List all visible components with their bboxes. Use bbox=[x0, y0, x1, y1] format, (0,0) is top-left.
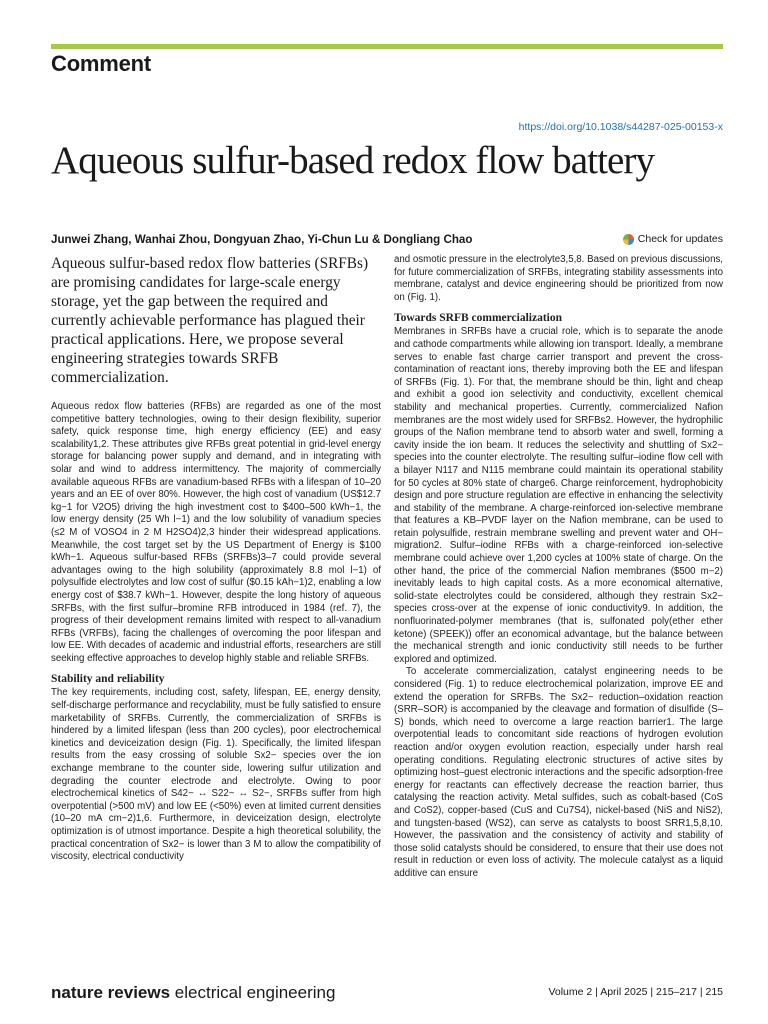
section-label: Comment bbox=[51, 51, 152, 76]
volume-info: Volume 2 | April 2025 | 215–217 | 215 bbox=[548, 986, 723, 998]
doi-link[interactable]: https://doi.org/10.1038/s44287-025-00153-x bbox=[518, 121, 723, 133]
author-list: Junwei Zhang, Wanhai Zhou, Dongyuan Zhao, Yi-Chun Lu & Dongliang Chao bbox=[51, 233, 473, 246]
section-heading: Towards SRFB commercialization bbox=[394, 312, 563, 325]
article-title: Aqueous sulfur-based redox flow battery bbox=[51, 139, 655, 182]
check-updates-button[interactable] bbox=[623, 233, 723, 245]
journal-logo: nature reviews electrical engineering bbox=[51, 983, 336, 1002]
check-updates-label: Check for updates bbox=[637, 233, 723, 245]
paragraph: Aqueous redox flow batteries (RFBs) are regarded as one of the most competitive battery technologies, owing to their design flexibility, superior safety, quick response time, high energy efficiency (EE) and easy scalability1,2. These attributes give RFBs great potential in grid-level energy storage for balancing power supply and demand, and in integrating with solar and wind to address intermittency. The majority of commercially available aqueous RFBs are vanadium-based RFBs with a lifespan of 10–20 years and an EE of over 80%. However, the high cost of vanadium (US$12.7 kg−1 for V2O5) driving the high investment cost to $400–500 kWh−1, the low energy density (25 Wh l−1) and the low solubility of vanadium species (≤2 M of VOSO4 in 2 M H2SO4)2,3 hinder their widespread applications. Meanwhile, the cost target set by the US Department of Energy is $100 kWh−1. Aqueous sulfur-based RFBs (SRFBs)3–7 could provide several advantages owing to the high solubility (approximately 8.8 mol l−1) of polysulfide electrolytes and low cost of sulfur ($0.15 kAh−1)2, enabling a low energy cost of $38.7 kWh−1. However, despite the long history of aqueous SRFBs, with the first sulfur–bromine RFB introduced in 1984 (ref. 7), the progress of their development remains limited with respect to all-vanadium RFBs (VRFBs), facing the challenges of overcoming the poor lifespan and low EE. With decades of academic and industrial efforts, researchers are still seeking effective approaches to develop highly stable and reliable SRFBs. bbox=[51, 401, 381, 664]
left-column bbox=[51, 254, 381, 864]
paragraph: and osmotic pressure in the electrolyte3,5,8. Based on previous discussions, for future commercialization of SRFBs, integrating stability assessments into membrane, catalyst and device engineering should be prioritized from now on (Fig. 1). bbox=[394, 254, 723, 303]
section-heading: Stability and reliability bbox=[51, 673, 165, 686]
paragraph: To accelerate commercialization, catalyst engineering needs to be considered (Fig. 1) to reduce electrochemical polarization, improve EE and extend the operation for SRFBs. The Sx2− reduction–oxidation reaction (SRR–SOR) is accompanied by the cleavage and formation of disulfide (S–S) bonds, which need to overcome a large reaction barrier1. The large overpotential leads to concomitant side reactions of hydrogen evolution reaction and/or oxygen evolution reaction, especially under harsh real operating conditions. Regulating electronic structures of active sites by optimizing host–guest electronic interactions and the specific adsorption-free energy for reactants can effectively decrease the reaction barrier, thus catalysing the reaction activity. Metal sulfides, such as cobalt-based (CoS and CoS2), copper-based (CuS and Cu7S4), nickel-based (NiS and NiS2), and tungsten-based (WS2), can serve as catalysts to boost SRR1,5,8,10. However, the passivation and the consistency of activity and stability of those solid catalysts should be considered, to ensure that their use does not result in reduction or even loss of activity. The molecule catalyst as a liquid additive can ensure bbox=[394, 666, 723, 879]
check-updates-icon bbox=[623, 234, 634, 245]
paragraph: The key requirements, including cost, safety, lifespan, EE, energy density, self-discharge performance and recyclability, must be fully satisfied to ensure marketability of SRFBs. Currently, the commercialization of SRFBs is hindered by a limited lifespan (less than 200 cycles), poor electrochemical kinetics and deviceization design (Fig. 1). Specifically, the limited lifespan results from the easy crossing of soluble Sx2− species over the ion exchange membrane to the counter side, lowering sulfur utilization and degrading the counter electrode and electrolyte. Owing to poor electrochemical kinetics of S42− ↔ S22− ↔ S2−, SRFBs suffer from high overpotential (>500 mV) and low EE (<50%) even at limited current densities (10–20 mA cm−2)1,6. Furthermore, in deviceization design, electrolyte optimization is of utmost importance. Despite a high theoretical solubility, the practical concentration of Sx2− is lower than 3 M to allow the compatibility of viscosity, electrical conductivity bbox=[51, 687, 381, 863]
paragraph: Membranes in SRFBs have a crucial role, which is to separate the anode and cathode compartments while allowing ion transport. Ideally, a membrane serves to enable fast charge carrier transport and prevent the cross-contamination of reactant ions, thereby improving both the EE and lifespan of SRFBs (Fig. 1). For that, the membrane should be thin, light and cheap and exhibit a good ion selectivity and conductivity, excellent chemical stability and mechanical properties. Currently, commercialized Nafion membranes are the most widely used for SRFBs2. However, the hydrophilic groups of the Nafion membrane tend to absorb water and swell, forming a cavity inside the ion beam. It reduces the selectivity and shuttling of Sx2− species into the counter electrolyte. The resulting sulfur–iodine flow cell with a bilayer N117 and N115 membrane could maintain its operational stability for 50 cycles at 80% state of charge6. Charge reinforcement, hydrophobicity design and pore structure regulation are effective in enhancing the selectivity and stability of the membrane. A charge-reinforced ion-selective membrane that features a KB–PVDF layer on the Nafion membrane, can be used to retain polysulfide, restrain membrane swelling and prevent water and OH− migration2. Sulfur–iodine RFBs with a charge-reinforced ion-selective membrane could achieve over 1,200 cycles at 100% state of charge. On the other hand, the price of the commercial Nafion membranes ($500 m−2) inevitably leads to high capital costs. As a more economical alternative, solid-state electrolytes could be considered, although they restrain Sx2− species cross-over at the expense of ionic conductivity9. In addition, the nonfluorinated-polymer membranes (that is, sulfonated poly(ether ether ketone) (SPEEK)) offer an economical advantage, but the balance between the mechanical strength and ionic conductivity still needs to be further explored and optimized. bbox=[394, 326, 723, 665]
abstract: Aqueous sulfur-based redox flow batteries (SRFBs) are promising candidates for large-scale energy storage, yet the gap between the required and currently achievable performance has plagued their practical applications. Here, we propose several engineering strategies towards SRFB commercialization. bbox=[51, 255, 369, 386]
header-accent-bar bbox=[51, 44, 723, 49]
right-column bbox=[394, 254, 723, 881]
